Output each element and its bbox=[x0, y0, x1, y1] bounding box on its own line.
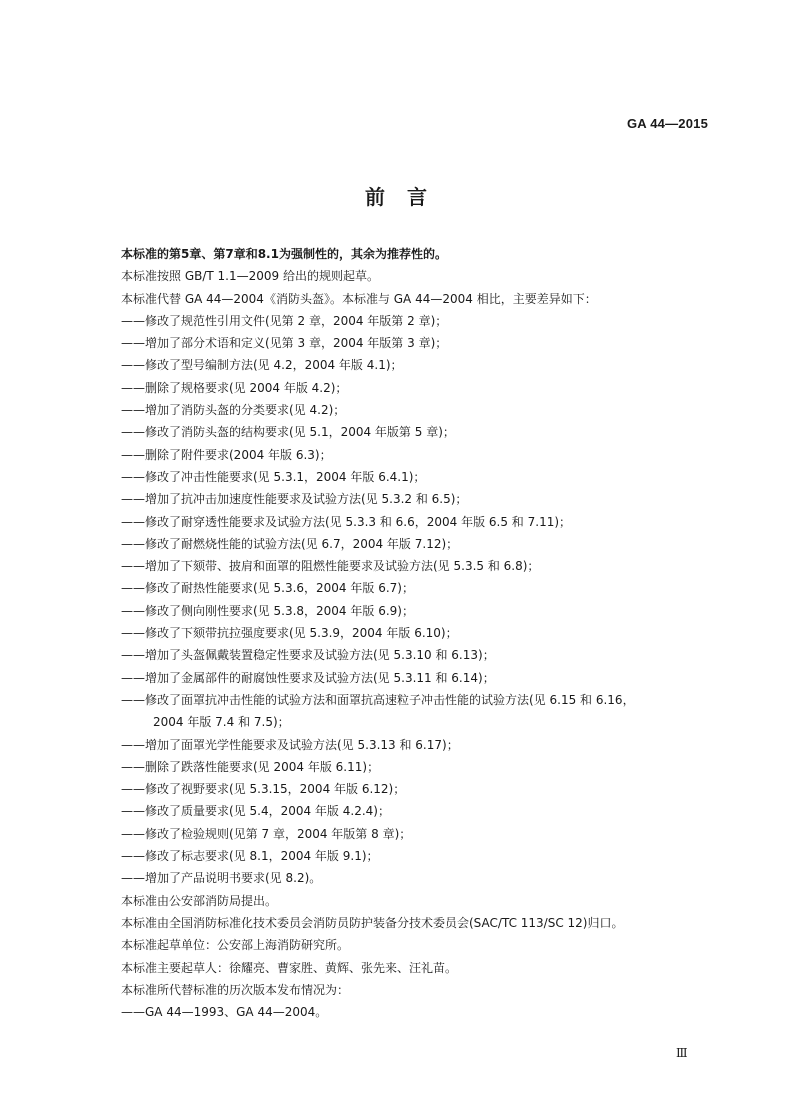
change-item: ——删除了规格要求(见 2004 年版 4.2)； bbox=[121, 380, 348, 395]
page-number: Ⅲ bbox=[676, 1046, 688, 1060]
change-item: ——增加了头盔佩戴装置稳定性要求及试验方法(见 5.3.10 和 6.13)； bbox=[121, 648, 495, 663]
change-item: ——删除了附件要求(2004 年版 6.3)； bbox=[121, 447, 332, 462]
change-item: ——修改了下颏带抗拉强度要求(见 5.3.9，2004 年版 6.10)； bbox=[121, 626, 458, 641]
change-item: ——修改了耐热性能要求(见 5.3.6，2004 年版 6.7)； bbox=[121, 581, 414, 596]
change-item: ——增加了面罩光学性能要求及试验方法(见 5.3.13 和 6.17)； bbox=[121, 737, 459, 752]
change-item: ——修改了消防头盔的结构要求(见 5.1，2004 年版第 5 章)； bbox=[121, 425, 455, 440]
change-item: ——增加了金属部件的耐腐蚀性要求及试验方法(见 5.3.11 和 6.14)； bbox=[121, 670, 495, 685]
change-item: ——修改了耐穿透性能要求及试验方法(见 5.3.3 和 6.6，2004 年版 6.5 和 7.11)； bbox=[121, 514, 572, 529]
change-item: ——修改了侧向刚性要求(见 5.3.8，2004 年版 6.9)； bbox=[121, 603, 414, 618]
change-item: ——修改了型号编制方法(见 4.2，2004 年版 4.1)； bbox=[121, 358, 403, 373]
change-item: ——修改了规范性引用文件(见第 2 章，2004 年版第 2 章)； bbox=[121, 313, 448, 328]
change-item: ——修改了面罩抗冲击性能的试验方法和面罩抗高速粒子冲击性能的试验方法(见 6.15 和 6.16， bbox=[121, 692, 635, 707]
change-item: ——增加了部分术语和定义(见第 3 章，2004 年版第 3 章)； bbox=[121, 336, 448, 351]
change-item: ——修改了耐燃烧性能的试验方法(见 6.7，2004 年版 7.12)； bbox=[121, 536, 459, 551]
standard-number: GA 44—2015 bbox=[626, 116, 708, 131]
change-item: ——修改了质量要求(见 5.4，2004 年版 4.2.4)； bbox=[121, 804, 390, 819]
change-item: ——增加了消防头盔的分类要求(见 4.2)； bbox=[121, 403, 346, 418]
centralized-unit-statement: 本标准由全国消防标准化技术委员会消防员防护装备分技术委员会(SAC/TC 113/SC 12)归口。 bbox=[121, 915, 624, 930]
change-item: ——修改了检验规则(见第 7 章，2004 年版第 8 章)； bbox=[121, 826, 412, 841]
drafters-statement: 本标准主要起草人：徐耀亮、曹家胜、黄辉、张先来、汪礼苗。 bbox=[121, 960, 458, 975]
page-title: 前言 bbox=[365, 185, 449, 209]
change-item: ——增加了下颏带、披肩和面罩的阻燃性能要求及试验方法(见 5.3.5 和 6.8)； bbox=[121, 559, 540, 574]
drafting-rule-statement: 本标准按照 GB/T 1.1—2009 给出的规则起草。 bbox=[121, 269, 379, 284]
history-intro: 本标准所代替标准的历次版本发布情况为： bbox=[121, 982, 350, 997]
document-body bbox=[121, 243, 721, 1023]
change-item: ——增加了抗冲击加速度性能要求及试验方法(见 5.3.2 和 6.5)； bbox=[121, 492, 468, 507]
change-item-continuation: 2004 年版 7.4 和 7.5)； bbox=[153, 715, 290, 730]
history-versions: ——GA 44—1993、GA 44—2004。 bbox=[121, 1005, 328, 1020]
change-item: ——删除了跌落性能要求(见 2004 年版 6.11)； bbox=[121, 759, 380, 774]
change-item: ——修改了视野要求(见 5.3.15，2004 年版 6.12)； bbox=[121, 782, 406, 797]
replacement-statement: 本标准代替 GA 44—2004《消防头盔》。本标准与 GA 44—2004 相比，主要差异如下： bbox=[121, 291, 597, 306]
change-item: ——增加了产品说明书要求(见 8.2)。 bbox=[121, 871, 322, 886]
change-item: ——修改了冲击性能要求(见 5.3.1，2004 年版 6.4.1)； bbox=[121, 469, 426, 484]
drafting-unit-statement: 本标准起草单位：公安部上海消防研究所。 bbox=[121, 938, 350, 953]
mandatory-statement: 本标准的第5章、第7章和8.1为强制性的，其余为推荐性的。 bbox=[121, 247, 447, 261]
change-item: ——修改了标志要求(见 8.1，2004 年版 9.1)； bbox=[121, 849, 379, 864]
proposer-statement: 本标准由公安部消防局提出。 bbox=[121, 893, 278, 908]
